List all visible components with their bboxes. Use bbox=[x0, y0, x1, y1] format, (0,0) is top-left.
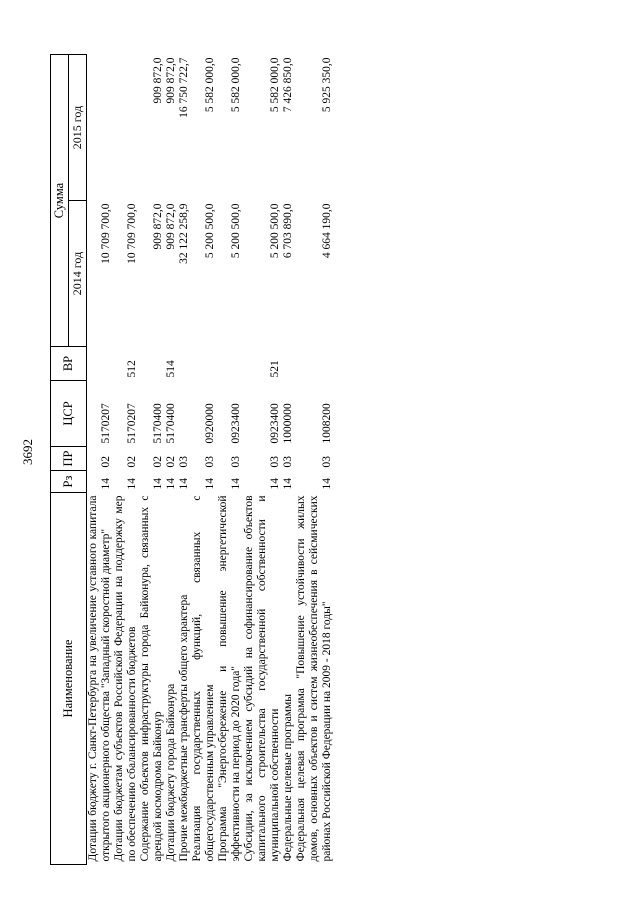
row-sum-2015 bbox=[87, 55, 114, 201]
header-year-2015: 2015 год bbox=[69, 55, 87, 201]
row-name: Федеральная целевая программа "Повышение устойчивости жилых домов, основных объектов и систем жизнеобеспечения в сейсмических районах Российской Федерации на 2009 - 2018 годы" bbox=[295, 495, 333, 862]
row-sum-2015: 909 872,0 bbox=[165, 57, 177, 104]
row-csr: 0923400 bbox=[269, 403, 281, 444]
row-csr: 0920000 bbox=[204, 403, 216, 444]
row-rz: 14 bbox=[204, 478, 216, 490]
row-vr bbox=[139, 347, 165, 381]
row-sum-2015: 16 750 722,7 bbox=[178, 57, 190, 118]
page-number: 3692 bbox=[20, 439, 35, 465]
row-csr: 1008200 bbox=[321, 403, 333, 444]
row-sum-2014: 10 709 700,0 bbox=[100, 203, 112, 264]
row-name: Дотации бюджету города Байконура bbox=[165, 683, 177, 862]
row-vr bbox=[191, 347, 217, 381]
row-sum-2014: 5 200 500,0 bbox=[204, 203, 216, 259]
row-csr bbox=[178, 381, 191, 447]
row-vr: 521 bbox=[269, 360, 281, 378]
row-vr: 514 bbox=[165, 360, 177, 378]
row-sum-2015: 5 582 000,0 bbox=[269, 57, 281, 113]
header-csr: ЦСР bbox=[51, 381, 87, 447]
row-sum-2014: 32 122 258,9 bbox=[178, 203, 190, 264]
row-sum-2015: 5 925 350,0 bbox=[321, 57, 333, 113]
row-pr: 03 bbox=[178, 456, 190, 468]
row-name: Программа "Энергосбережение и повышение энергетической эффективности на период до 2020 года" bbox=[217, 495, 242, 862]
row-csr: 5170400 bbox=[165, 403, 177, 444]
row-rz: 14 bbox=[282, 478, 294, 490]
row-csr: 0923400 bbox=[230, 403, 242, 444]
row-vr bbox=[217, 347, 243, 381]
row-pr: 02 bbox=[165, 456, 177, 468]
row-name: Субсидии, за исключением субсидий на софинансирование объектов капитального строительства государственной собственности и муниципальной собственности bbox=[243, 495, 281, 862]
row-name: Содержание объектов инфраструктуры города Байконура, связанных с арендой космодрома Байконур bbox=[139, 495, 164, 862]
row-rz: 14 bbox=[321, 478, 333, 490]
budget-table bbox=[50, 54, 334, 865]
header-rz: Рз bbox=[51, 471, 87, 493]
row-sum-2015 bbox=[113, 55, 139, 201]
table-row bbox=[295, 55, 334, 865]
row-rz: 14 bbox=[165, 478, 177, 490]
header-sum: Сумма bbox=[51, 55, 69, 347]
row-sum-2014: 5 200 500,0 bbox=[269, 203, 281, 259]
row-vr: 512 bbox=[126, 360, 138, 378]
row-name: Дотации бюджетам субъектов Российской Федерации на поддержку мер по обеспечению сбалансированности бюджетов bbox=[113, 495, 138, 862]
table-row bbox=[217, 55, 243, 865]
row-pr: 03 bbox=[230, 456, 242, 468]
row-csr: 5170400 bbox=[152, 403, 164, 444]
row-sum-2014: 5 200 500,0 bbox=[230, 203, 242, 259]
row-vr bbox=[295, 347, 334, 381]
row-sum-2015: 5 582 000,0 bbox=[204, 57, 216, 113]
row-pr: 03 bbox=[321, 456, 333, 468]
row-vr bbox=[178, 347, 191, 381]
row-name: Реализация государственных функций, связанных с общегосударственным управлением bbox=[191, 495, 216, 862]
row-csr: 1000000 bbox=[282, 403, 294, 444]
row-vr bbox=[282, 347, 295, 381]
row-name: Дотации бюджету г. Санкт-Петербурга на увеличение уставного капитала открытого акционерного общества "Западный скоростной диаметр" bbox=[87, 495, 112, 862]
row-rz: 14 bbox=[269, 478, 281, 490]
row-sum-2014: 10 709 700,0 bbox=[126, 203, 138, 264]
row-rz: 14 bbox=[100, 478, 112, 490]
row-pr: 03 bbox=[204, 456, 216, 468]
row-rz: 14 bbox=[152, 478, 164, 490]
row-sum-2014: 909 872,0 bbox=[165, 203, 177, 250]
table-row bbox=[165, 55, 178, 865]
row-name: Федеральные целевые программы bbox=[282, 693, 294, 862]
row-csr: 5170207 bbox=[126, 403, 138, 444]
header-year-2014: 2014 год bbox=[69, 201, 87, 347]
table-row bbox=[282, 55, 295, 865]
row-pr: 02 bbox=[152, 456, 164, 468]
row-rz: 14 bbox=[230, 478, 242, 490]
table-row bbox=[87, 55, 114, 865]
row-pr: 02 bbox=[100, 456, 112, 468]
table-row bbox=[243, 55, 282, 865]
header-pr: ПР bbox=[51, 447, 87, 471]
row-pr: 03 bbox=[269, 456, 281, 468]
row-pr: 03 bbox=[282, 456, 294, 468]
row-pr: 02 bbox=[126, 456, 138, 468]
row-sum-2015: 5 582 000,0 bbox=[230, 57, 242, 113]
table-row bbox=[178, 55, 191, 865]
row-sum-2015: 7 426 850,0 bbox=[282, 57, 294, 113]
row-sum-2014: 4 664 190,0 bbox=[321, 203, 333, 259]
row-rz: 14 bbox=[126, 478, 138, 490]
header-name: Наименование bbox=[51, 493, 87, 865]
row-sum-2014: 909 872,0 bbox=[152, 203, 164, 250]
row-rz: 14 bbox=[178, 478, 190, 490]
row-name: Прочие межбюджетные трансферты общего характера bbox=[178, 594, 190, 862]
row-vr bbox=[87, 347, 114, 381]
header-vr: ВР bbox=[51, 347, 87, 381]
table-row bbox=[191, 55, 217, 865]
row-sum-2015: 909 872,0 bbox=[152, 57, 164, 104]
row-sum-2014: 6 703 890,0 bbox=[282, 203, 294, 259]
table-row bbox=[139, 55, 165, 865]
row-csr: 5170207 bbox=[100, 403, 112, 444]
table-row bbox=[113, 55, 139, 865]
